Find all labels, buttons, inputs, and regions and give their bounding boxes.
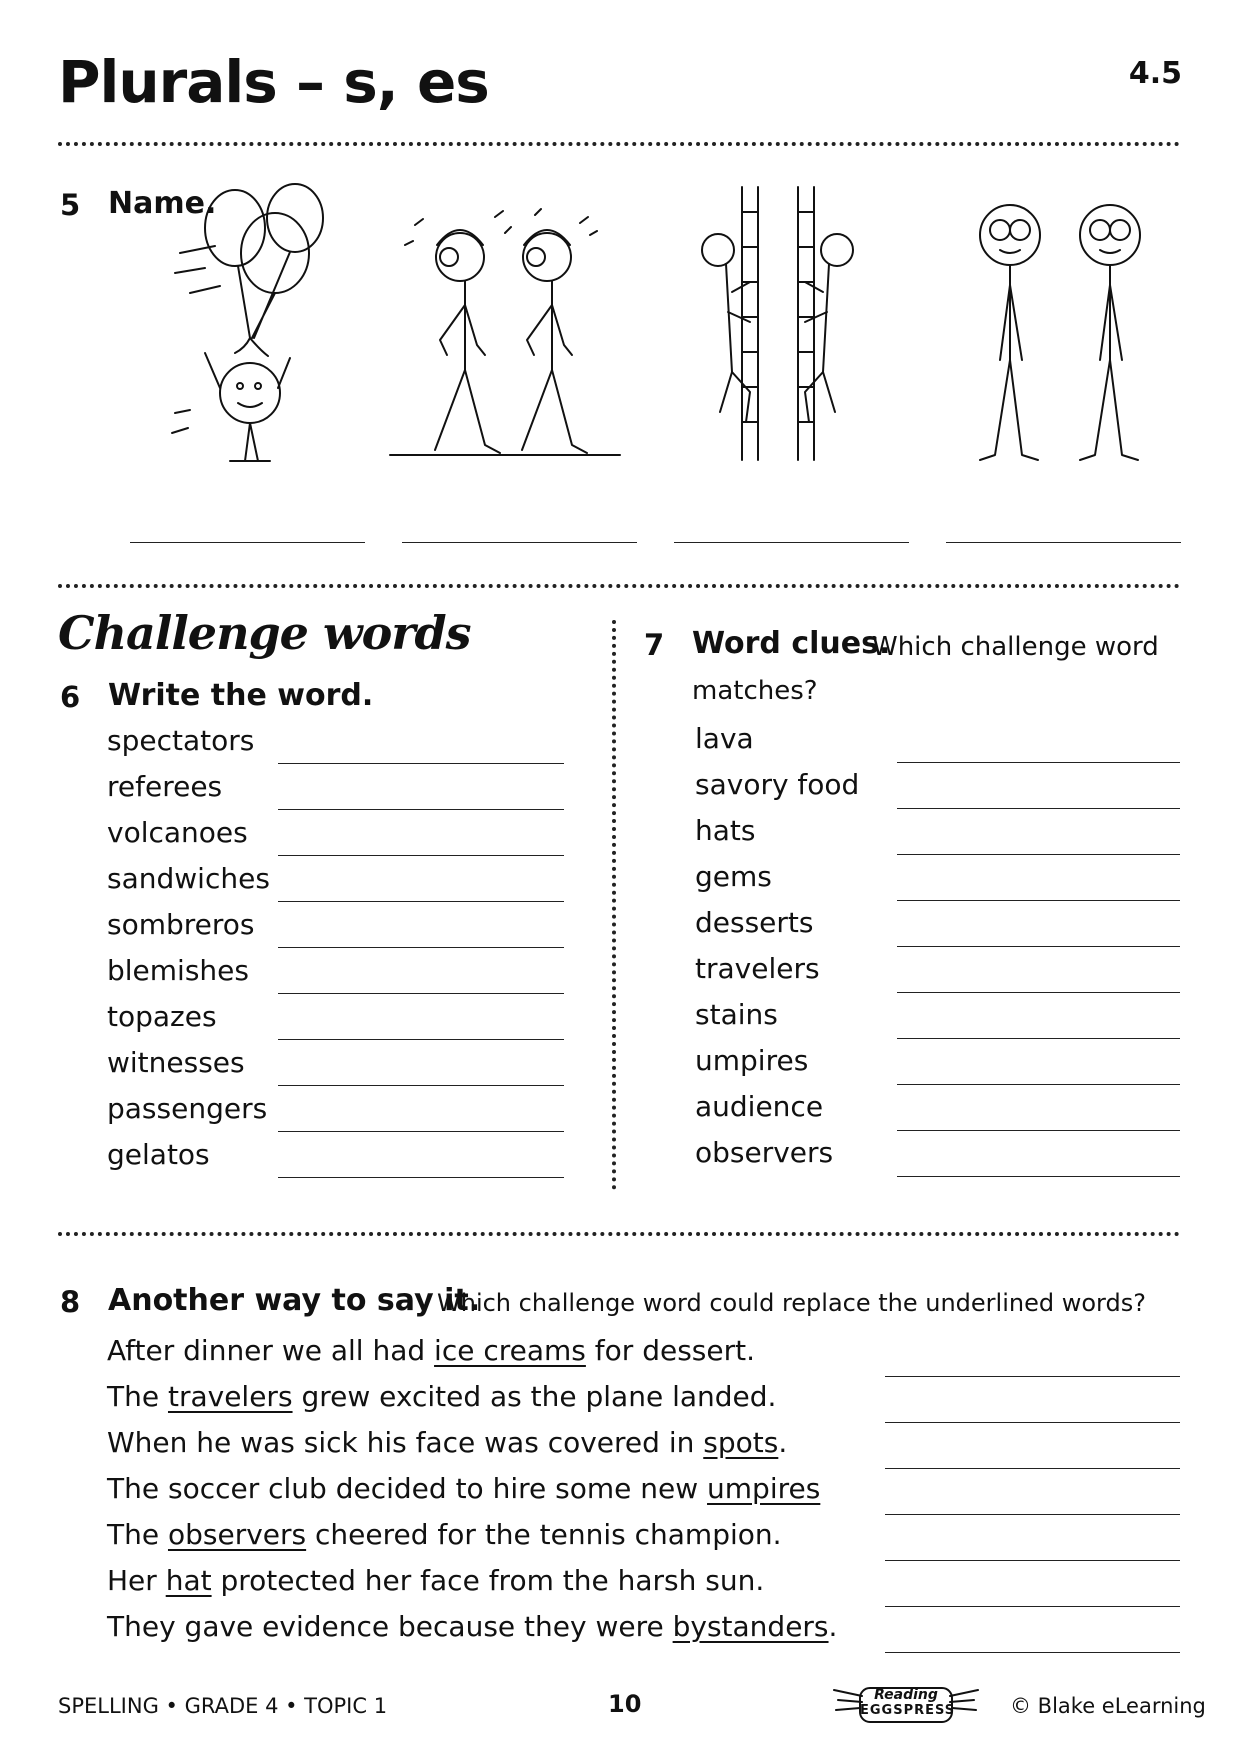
q6-word: volcanoes <box>107 816 248 849</box>
q8-heading: Another way to say it. <box>108 1283 481 1318</box>
sentence-text: Her <box>107 1564 166 1597</box>
balloons-icon <box>150 178 350 463</box>
q6-word: referees <box>107 770 223 803</box>
divider <box>58 584 1180 588</box>
q8-sentence <box>107 1564 764 1597</box>
q6-answer-line[interactable] <box>278 901 564 902</box>
q7-answer-line[interactable] <box>897 900 1180 901</box>
reading-eggspress-logo <box>832 1682 980 1728</box>
q7-instruction: Which challenge word <box>872 632 1159 662</box>
sentence-text: When he was sick his face was covered in <box>107 1426 704 1459</box>
q8-answer-line[interactable] <box>885 1652 1180 1653</box>
q7-clue: audience <box>695 1090 824 1123</box>
sentence-text: protected her face from the harsh sun. <box>211 1564 765 1597</box>
sentence-text: The <box>107 1518 168 1551</box>
q7-answer-line[interactable] <box>897 1176 1180 1177</box>
logo-text: Reading <box>874 1687 938 1703</box>
q7-clue: savory food <box>695 768 860 801</box>
q8-sentence <box>107 1610 837 1643</box>
logo-text: EGGSPRESS <box>860 1703 956 1718</box>
q6-answer-line[interactable] <box>278 1131 564 1132</box>
q7-instruction: matches? <box>692 676 818 706</box>
q6-answer-line[interactable] <box>278 1177 564 1178</box>
q8-answer-line[interactable] <box>885 1422 1180 1423</box>
q6-number: 6 <box>60 680 81 714</box>
q8-number: 8 <box>60 1285 81 1319</box>
footer-course: SPELLING • GRADE 4 • TOPIC 1 <box>58 1694 388 1718</box>
copyright: © Blake eLearning <box>1010 1694 1206 1718</box>
q7-clue: stains <box>695 998 778 1031</box>
ladder-climber-icon <box>690 182 865 462</box>
sentence-text: After dinner we all had <box>107 1334 435 1367</box>
underlined-word: spots <box>703 1426 779 1459</box>
q7-clue: travelers <box>695 952 820 985</box>
q8-answer-line[interactable] <box>885 1468 1180 1469</box>
q7-answer-line[interactable] <box>897 946 1180 947</box>
q6-heading: Write the word. <box>108 678 374 713</box>
q6-word: passengers <box>107 1092 268 1125</box>
glasses-person-icon <box>960 190 1160 465</box>
q6-word: sombreros <box>107 908 255 941</box>
underlined-word: bystanders <box>672 1610 829 1643</box>
q6-word: sandwiches <box>107 862 270 895</box>
q7-clue: observers <box>695 1136 834 1169</box>
q6-word: topazes <box>107 1000 217 1033</box>
sentence-text: . <box>778 1426 788 1459</box>
page-code: 4.5 <box>1128 56 1182 91</box>
sentence-text: They gave evidence because they were <box>107 1610 673 1643</box>
q7-answer-line[interactable] <box>897 854 1180 855</box>
underlined-word: observers <box>167 1518 307 1551</box>
q8-answer-line[interactable] <box>885 1376 1180 1377</box>
column-divider <box>612 620 616 1190</box>
sentence-text: The <box>107 1380 168 1413</box>
q5-number: 5 <box>60 188 81 222</box>
q5-answer-line[interactable] <box>402 542 637 543</box>
page-number: 10 <box>608 1690 642 1718</box>
q7-answer-line[interactable] <box>897 1038 1180 1039</box>
q6-word: gelatos <box>107 1138 210 1171</box>
q8-answer-line[interactable] <box>885 1606 1180 1607</box>
q5-answer-line[interactable] <box>946 542 1181 543</box>
q6-word: blemishes <box>107 954 249 987</box>
q6-answer-line[interactable] <box>278 763 564 764</box>
q8-instruction: Which challenge word could replace the underlined words? <box>437 1289 1146 1317</box>
q7-clue: desserts <box>695 906 814 939</box>
q7-answer-line[interactable] <box>897 808 1180 809</box>
q6-answer-line[interactable] <box>278 809 564 810</box>
q6-answer-line[interactable] <box>278 993 564 994</box>
q6-word: witnesses <box>107 1046 245 1079</box>
q7-answer-line[interactable] <box>897 992 1180 993</box>
q8-answer-line[interactable] <box>885 1514 1180 1515</box>
sentence-text: for dessert. <box>585 1334 755 1367</box>
underlined-word: umpires <box>707 1472 821 1505</box>
q7-number: 7 <box>644 628 665 662</box>
page-title: Plurals – s, es <box>58 48 489 116</box>
q6-answer-line[interactable] <box>278 855 564 856</box>
underlined-word: ice creams <box>434 1334 586 1367</box>
q6-answer-line[interactable] <box>278 947 564 948</box>
divider <box>58 1232 1180 1236</box>
q5-answer-line[interactable] <box>674 542 909 543</box>
divider <box>58 142 1180 146</box>
q8-sentence <box>107 1380 776 1413</box>
q6-answer-line[interactable] <box>278 1039 564 1040</box>
q8-sentence <box>107 1426 787 1459</box>
underlined-word: hat <box>165 1564 212 1597</box>
q7-answer-line[interactable] <box>897 762 1180 763</box>
q7-clue: lava <box>695 722 754 755</box>
q7-clue: umpires <box>695 1044 809 1077</box>
sentence-text: cheered for the tennis champion. <box>306 1518 782 1551</box>
q8-sentence <box>107 1518 782 1551</box>
q7-clue: hats <box>695 814 756 847</box>
q7-answer-line[interactable] <box>897 1084 1180 1085</box>
sentence-text: The soccer club decided to hire some new <box>107 1472 708 1505</box>
q5-heading: Name. <box>108 186 217 221</box>
headphones-person-icon <box>385 205 625 460</box>
q6-answer-line[interactable] <box>278 1085 564 1086</box>
q7-clue: gems <box>695 860 772 893</box>
underlined-word: travelers <box>167 1380 293 1413</box>
q8-sentence <box>107 1472 820 1505</box>
q7-answer-line[interactable] <box>897 1130 1180 1131</box>
sentence-text: . <box>828 1610 838 1643</box>
challenge-heading: Challenge words <box>58 606 471 660</box>
q8-sentence <box>107 1334 755 1367</box>
q6-word: spectators <box>107 724 255 757</box>
q5-answer-line[interactable] <box>130 542 365 543</box>
sentence-text: grew excited as the plane landed. <box>292 1380 777 1413</box>
q7-heading: Word clues. <box>692 626 891 661</box>
q8-answer-line[interactable] <box>885 1560 1180 1561</box>
